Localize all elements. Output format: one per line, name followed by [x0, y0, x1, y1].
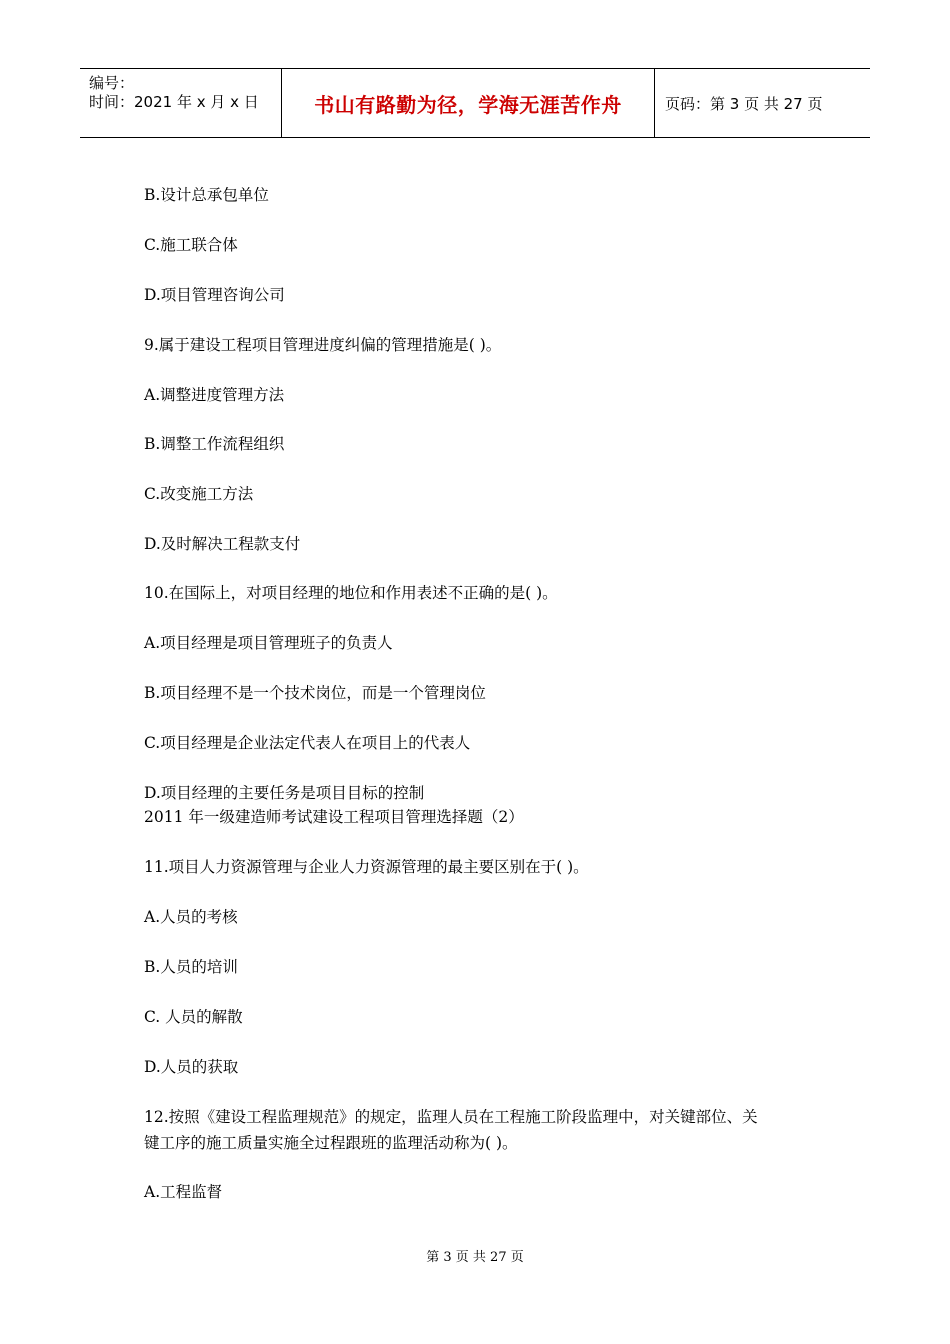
- page-footer: 第 3 页 共 27 页: [426, 1250, 524, 1265]
- answer-option: A.人员的考核: [144, 908, 238, 926]
- answer-option: B.项目经理不是一个技术岗位，而是一个管理岗位: [144, 684, 486, 702]
- answer-option: B.人员的培训: [144, 958, 238, 976]
- answer-option: A.工程监督: [144, 1183, 223, 1201]
- question-text: 12.按照《建设工程监理规范》的规定，监理人员在工程施工阶段监理中，对关键部位、关: [144, 1108, 758, 1126]
- document-date-label: 时间：2021 年 x 月 x 日: [89, 93, 259, 111]
- answer-option: C.施工联合体: [144, 236, 238, 254]
- answer-option: D.人员的获取: [144, 1058, 239, 1076]
- document-number-label: 编号：: [89, 74, 135, 92]
- page-header: [80, 68, 870, 138]
- header-page-cell: [655, 69, 870, 137]
- header-motto-cell: [282, 69, 655, 137]
- answer-option: A.项目经理是项目管理班子的负责人: [144, 634, 393, 652]
- answer-option: B.设计总承包单位: [144, 186, 269, 204]
- answer-option: A.调整进度管理方法: [144, 386, 285, 404]
- section-heading: 2011 年一级建造师考试建设工程项目管理选择题（2）: [144, 808, 524, 826]
- answer-option: C.改变施工方法: [144, 485, 254, 503]
- question-text: 11.项目人力资源管理与企业人力资源管理的最主要区别在于( )。: [144, 858, 589, 876]
- answer-option: C.项目经理是企业法定代表人在项目上的代表人: [144, 734, 471, 752]
- answer-option: B.调整工作流程组织: [144, 435, 285, 453]
- header-motto: 书山有路勤为径，学海无涯苦作舟: [314, 92, 622, 117]
- answer-option: D.项目经理的主要任务是项目目标的控制: [144, 784, 425, 802]
- answer-option: C. 人员的解散: [144, 1008, 243, 1026]
- question-text: 9.属于建设工程项目管理进度纠偏的管理措施是( )。: [144, 336, 502, 354]
- header-page-info: 页码：第 3 页 共 27 页: [665, 94, 823, 113]
- answer-option: D.及时解决工程款支付: [144, 535, 301, 553]
- question-text-continued: 键工序的施工质量实施全过程跟班的监理活动称为( )。: [144, 1134, 518, 1152]
- question-text: 10.在国际上，对项目经理的地位和作用表述不正确的是( )。: [144, 584, 558, 602]
- header-meta-cell: [80, 69, 282, 137]
- answer-option: D.项目管理咨询公司: [144, 286, 285, 304]
